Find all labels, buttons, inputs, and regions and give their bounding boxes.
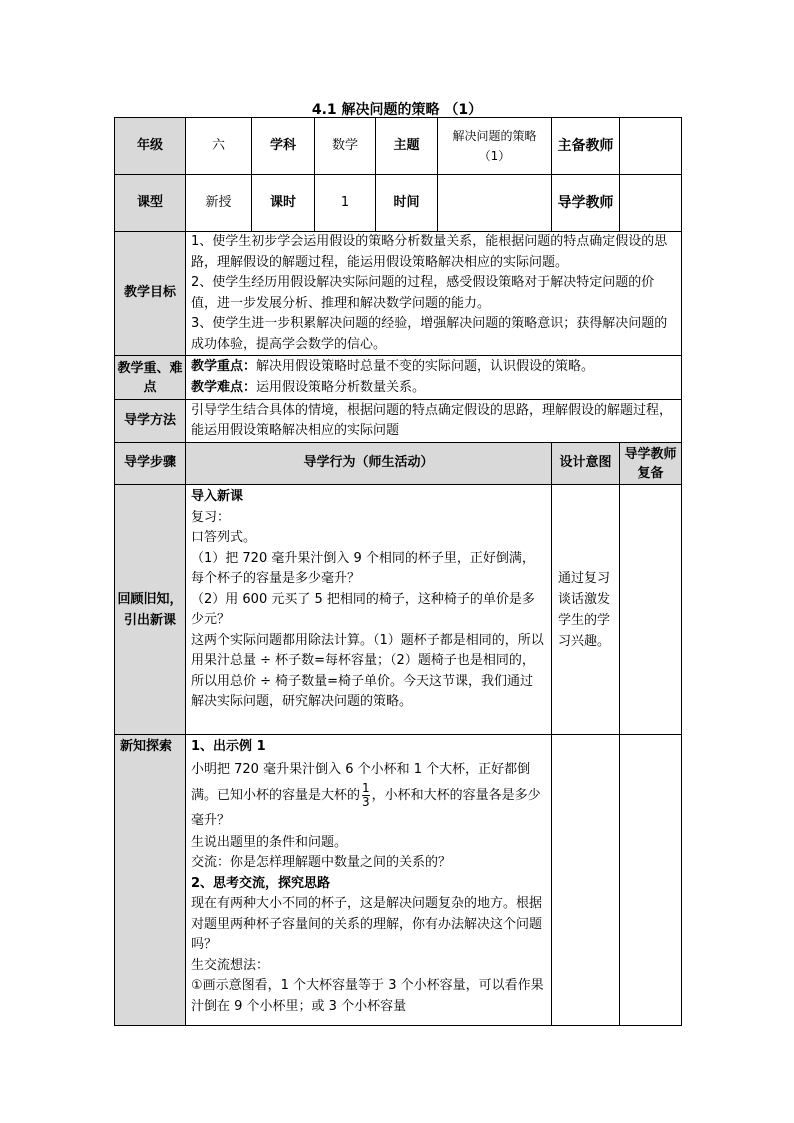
col-teacher-notes-header: 导学教师复备 — [620, 443, 682, 485]
objective-item: 2、使学生经历用假设解决实际问题的过程，感受假设策略对于解决特定问题的价值，进一步发展分析、推理和解决数学问题的能力。 — [191, 275, 655, 311]
example-text — [191, 758, 546, 833]
method-text: 引导学生结合具体的情境，根据问题的特点确定假设的思路，理解假设的解题过程，能运用假设策略解决相应的实际问题 — [186, 400, 682, 443]
discussion-heading: 2、思考交流，探究思路 — [191, 875, 331, 891]
section-review-activity — [186, 485, 552, 735]
topic-value: 解决问题的策略（1） — [438, 118, 552, 175]
activity-line: （2）用 600 元买了 5 把相同的椅子，这种椅子的单价是多少元？ — [191, 591, 535, 627]
col-steps-header: 导学步骤 — [115, 443, 186, 485]
activity-line: ①画示意图看，1 个大杯容量等于 3 个小杯容量，可以看作果汁倒在 9 个小杯里；或 3 个小杯容量 — [191, 978, 544, 1014]
activity-line: 生说出题里的条件和问题。 — [191, 834, 348, 850]
lesson-plan-table — [114, 117, 682, 1026]
objectives-label: 教学目标 — [115, 232, 186, 356]
key-point-line — [191, 357, 676, 378]
section-review-heading: 导入新课 — [191, 489, 244, 504]
lead-teacher-label: 主备教师 — [552, 118, 620, 175]
method-label: 导学方法 — [115, 400, 186, 443]
lead-teacher-value — [620, 118, 682, 175]
fraction-one-third — [362, 782, 370, 809]
activity-line: 生交流想法： — [191, 957, 270, 973]
activity-line: 交流：你是怎样理解题中数量之间的关系的？ — [191, 855, 452, 870]
topic-label: 主题 — [376, 118, 438, 175]
grade-label: 年级 — [115, 118, 186, 175]
lesson-type-value: 新授 — [186, 175, 252, 232]
section-new-knowledge-notes — [620, 735, 682, 1026]
guide-teacher-label: 导学教师 — [552, 175, 620, 232]
header-row-2 — [115, 175, 682, 232]
section-new-knowledge-intent — [552, 735, 620, 1026]
subject-label: 学科 — [252, 118, 315, 175]
key-points-row — [115, 356, 682, 400]
header-row-1 — [115, 118, 682, 175]
time-label: 时间 — [376, 175, 438, 232]
guide-teacher-value — [620, 175, 682, 232]
activity-line: 口答列式。 — [191, 530, 257, 545]
activity-line: 这两个实际问题都用除法计算。（1）题杯子都是相同的，所以用果汁总量 ÷ 杯子数=每杯容量；（2）题椅子也是相同的，所以用总价 ÷ 椅子数量=椅子单价。今天这节课，我们通过解决实际问题，研究解决问题的策略。 — [191, 632, 544, 709]
section-review-step: 回顾旧知，引出新课 — [115, 485, 186, 735]
period-value: 1 — [315, 175, 376, 232]
objectives-content — [186, 232, 682, 356]
fraction-numerator: 1 — [362, 780, 370, 795]
time-value — [438, 175, 552, 232]
lesson-type-label: 课型 — [115, 175, 186, 232]
document-title: 4.1 解决问题的策略 （1） — [311, 102, 483, 118]
section-new-knowledge-step: 新知探索 — [115, 735, 186, 1026]
section-new-knowledge-activity — [186, 735, 552, 1026]
difficult-point-line — [191, 378, 676, 399]
objectives-row — [115, 232, 682, 356]
key-points-label: 教学重、难点 — [115, 356, 186, 400]
method-row — [115, 400, 682, 443]
activity-line: 复习： — [191, 509, 231, 525]
example-text-before: 小明把 720 毫升果汁倒入 6 个小杯和 1 个大杯，正好都倒满。已知小杯的容量是大杯的 — [191, 761, 531, 803]
activity-line: 现在有两种大小不同的杯子，这是解决问题复杂的地方。根据对题里两种杯子容量间的关系的理解，你有办法解决这个问题吗？ — [191, 896, 543, 952]
fraction-denominator: 3 — [362, 794, 370, 809]
column-header-row — [115, 443, 682, 485]
activity-line: （1）把 720 毫升果汁倒入 9 个相同的杯子里，正好倒满，每个杯子的容量是多少毫升？ — [191, 550, 535, 586]
objective-item: 1、使学生初步学会运用假设的策略分析数量关系，能根据问题的特点确定假设的思路，理解假设的解题过程，能运用假设策略解决相应的实际问题。 — [191, 234, 668, 270]
difficult-point-text: 运用假设策略分析数量关系。 — [256, 379, 426, 395]
section-review-intent: 通过复习谈话激发学生的学习兴趣。 — [552, 485, 620, 735]
key-point-label: 教学重点： — [191, 359, 257, 374]
col-intent-header: 设计意图 — [552, 443, 620, 485]
col-activity-header: 导学行为（师生活动） — [186, 443, 552, 485]
grade-value: 六 — [186, 118, 252, 175]
section-review-row — [115, 485, 682, 735]
section-new-knowledge-row — [115, 735, 682, 1026]
section-review-notes — [620, 485, 682, 735]
difficult-point-label: 教学难点： — [191, 379, 257, 395]
example-heading: 1、出示例 1 — [191, 739, 266, 754]
subject-value: 数学 — [315, 118, 376, 175]
period-label: 课时 — [252, 175, 315, 232]
key-point-text: 解决用假设策略时总量不变的实际问题，认识假设的策略。 — [256, 359, 595, 374]
key-points-content — [186, 356, 682, 400]
objective-item: 3、使学生进一步积累解决问题的经验，增强解决问题的策略意识；获得解决问题的成功体验，提高学会数学的信心。 — [191, 316, 668, 352]
example-text-after: ，小杯和大杯的容量各是多少毫升？ — [191, 787, 541, 828]
